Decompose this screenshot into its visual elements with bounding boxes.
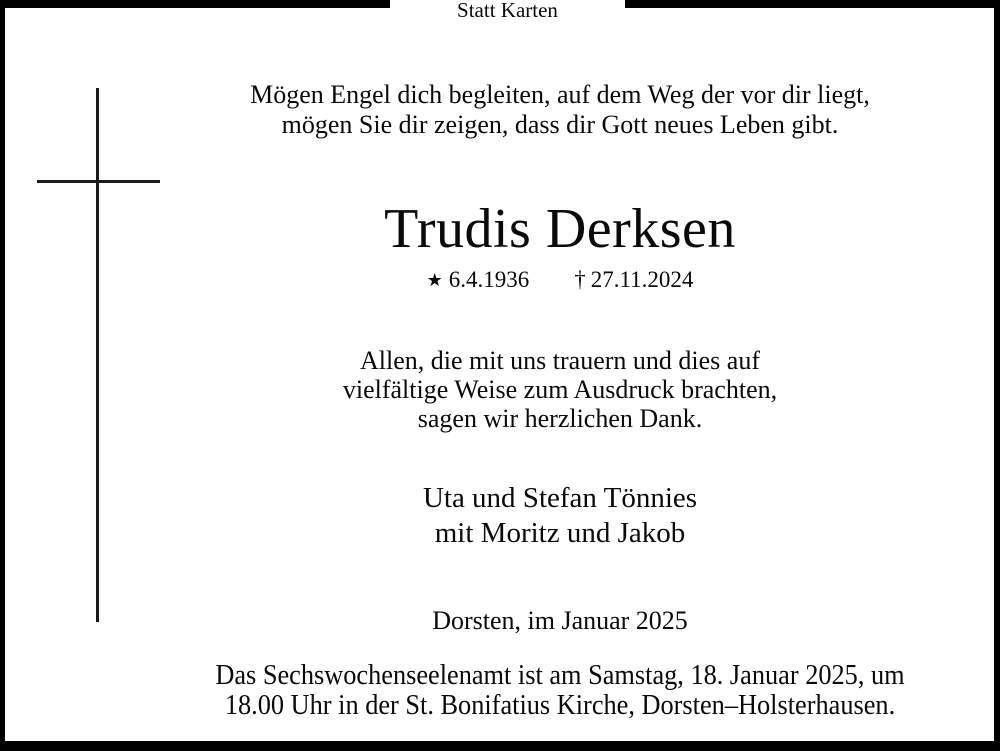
family-line: mit Moritz und Jakob — [434, 517, 686, 549]
frame-bottom-border — [0, 741, 1000, 751]
thanks-paragraph — [125, 346, 995, 433]
birth-star-icon: ★ — [426, 270, 443, 290]
opening-verse — [125, 80, 995, 140]
frame-top-right-segment — [625, 0, 1000, 8]
verse-line: mögen Sie dir zeigen, dass dir Gott neues Leben gibt. — [281, 110, 839, 139]
death-dagger-icon: † — [574, 267, 586, 292]
service-line: Das Sechswochenseelenamt ist am Samstag, 18. Januar 2025, um — [215, 660, 905, 691]
verse-line: Mögen Engel dich begleiten, auf dem Weg der vor dir liegt, — [250, 80, 870, 109]
birth-date-group — [427, 266, 530, 295]
thanks-line: vielfältige Weise zum Ausdruck brachten, — [342, 375, 778, 404]
life-dates — [125, 266, 995, 295]
frame-left-border — [0, 0, 5, 751]
memorial-cross-vertical-bar — [96, 88, 99, 622]
death-date: 27.11.2024 — [590, 267, 694, 292]
thanks-line: Allen, die mit uns trauern und dies auf — [359, 346, 761, 375]
thanks-line: sagen wir herzlichen Dank. — [417, 404, 703, 433]
header-label: Statt Karten — [390, 0, 625, 23]
place-and-date: Dorsten, im Januar 2025 — [432, 606, 688, 635]
deceased-name: Trudis Derksen — [384, 198, 736, 260]
death-date-group — [574, 266, 693, 294]
family-names — [125, 481, 995, 551]
service-announcement — [151, 661, 969, 721]
memorial-cross-horizontal-bar — [37, 180, 160, 183]
birth-date: 6.4.1936 — [448, 267, 530, 292]
frame-top-left-segment — [0, 0, 390, 8]
service-line: 18.00 Uhr in der St. Bonifatius Kirche, Dorsten–Holsterhausen. — [224, 690, 896, 721]
family-line: Uta und Stefan Tönnies — [422, 482, 698, 514]
